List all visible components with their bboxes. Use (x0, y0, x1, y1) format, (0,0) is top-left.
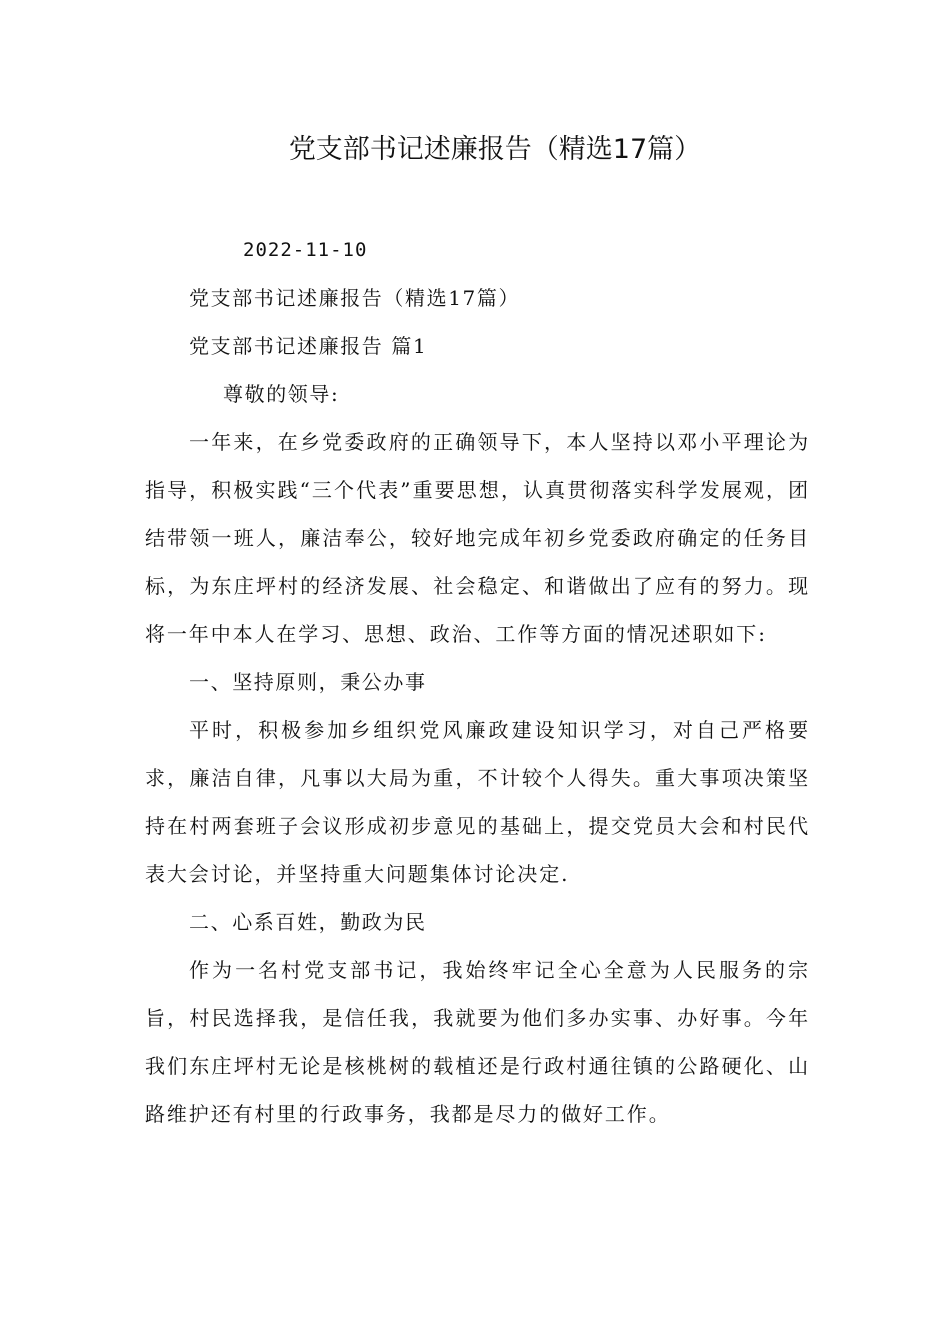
document-date: 2022-11-10 (243, 239, 368, 261)
section-heading-1: 一、坚持原则，秉公办事 (189, 670, 427, 694)
chapter-heading: 党支部书记述廉报告 篇1 (189, 334, 428, 358)
greeting: 尊敬的领导: (223, 382, 340, 406)
paragraph-section-1: 平时，积极参加乡组织党风廉政建设知识学习，对自己严格要求，廉洁自律，凡事以大局为重，不计较个人得失。重大事项决策坚持在村两套班子会议形成初步意见的基础上，提交党员大会和村民代表大会讨论，并坚持重大问题集体讨论决定. (145, 718, 810, 886)
document-body (145, 226, 810, 1138)
section-heading-2: 二、心系百姓，勤政为民 (189, 910, 427, 934)
paragraph-intro: 一年来，在乡党委政府的正确领导下，本人坚持以邓小平理论为指导，积极实践“三个代表”重要思想，认真贯彻落实科学发展观，团结带领一班人，廉洁奉公，较好地完成年初乡党委政府确定的任务目标，为东庄坪村的经济发展、社会稳定、和谐做出了应有的努力。现将一年中本人在学习、思想、政治、工作等方面的情况述职如下: (145, 430, 810, 646)
document-title: 党支部书记述廉报告（精选17篇） (288, 134, 702, 165)
document-subtitle: 党支部书记述廉报告（精选17篇） (189, 286, 521, 310)
paragraph-section-2: 作为一名村党支部书记，我始终牢记全心全意为人民服务的宗旨，村民选择我，是信任我，我就要为他们多办实事、办好事。今年我们东庄坪村无论是核桃树的载植还是行政村通往镇的公路硬化、山路维护还有村里的行政事务，我都是尽力的做好工作。 (145, 958, 810, 1126)
